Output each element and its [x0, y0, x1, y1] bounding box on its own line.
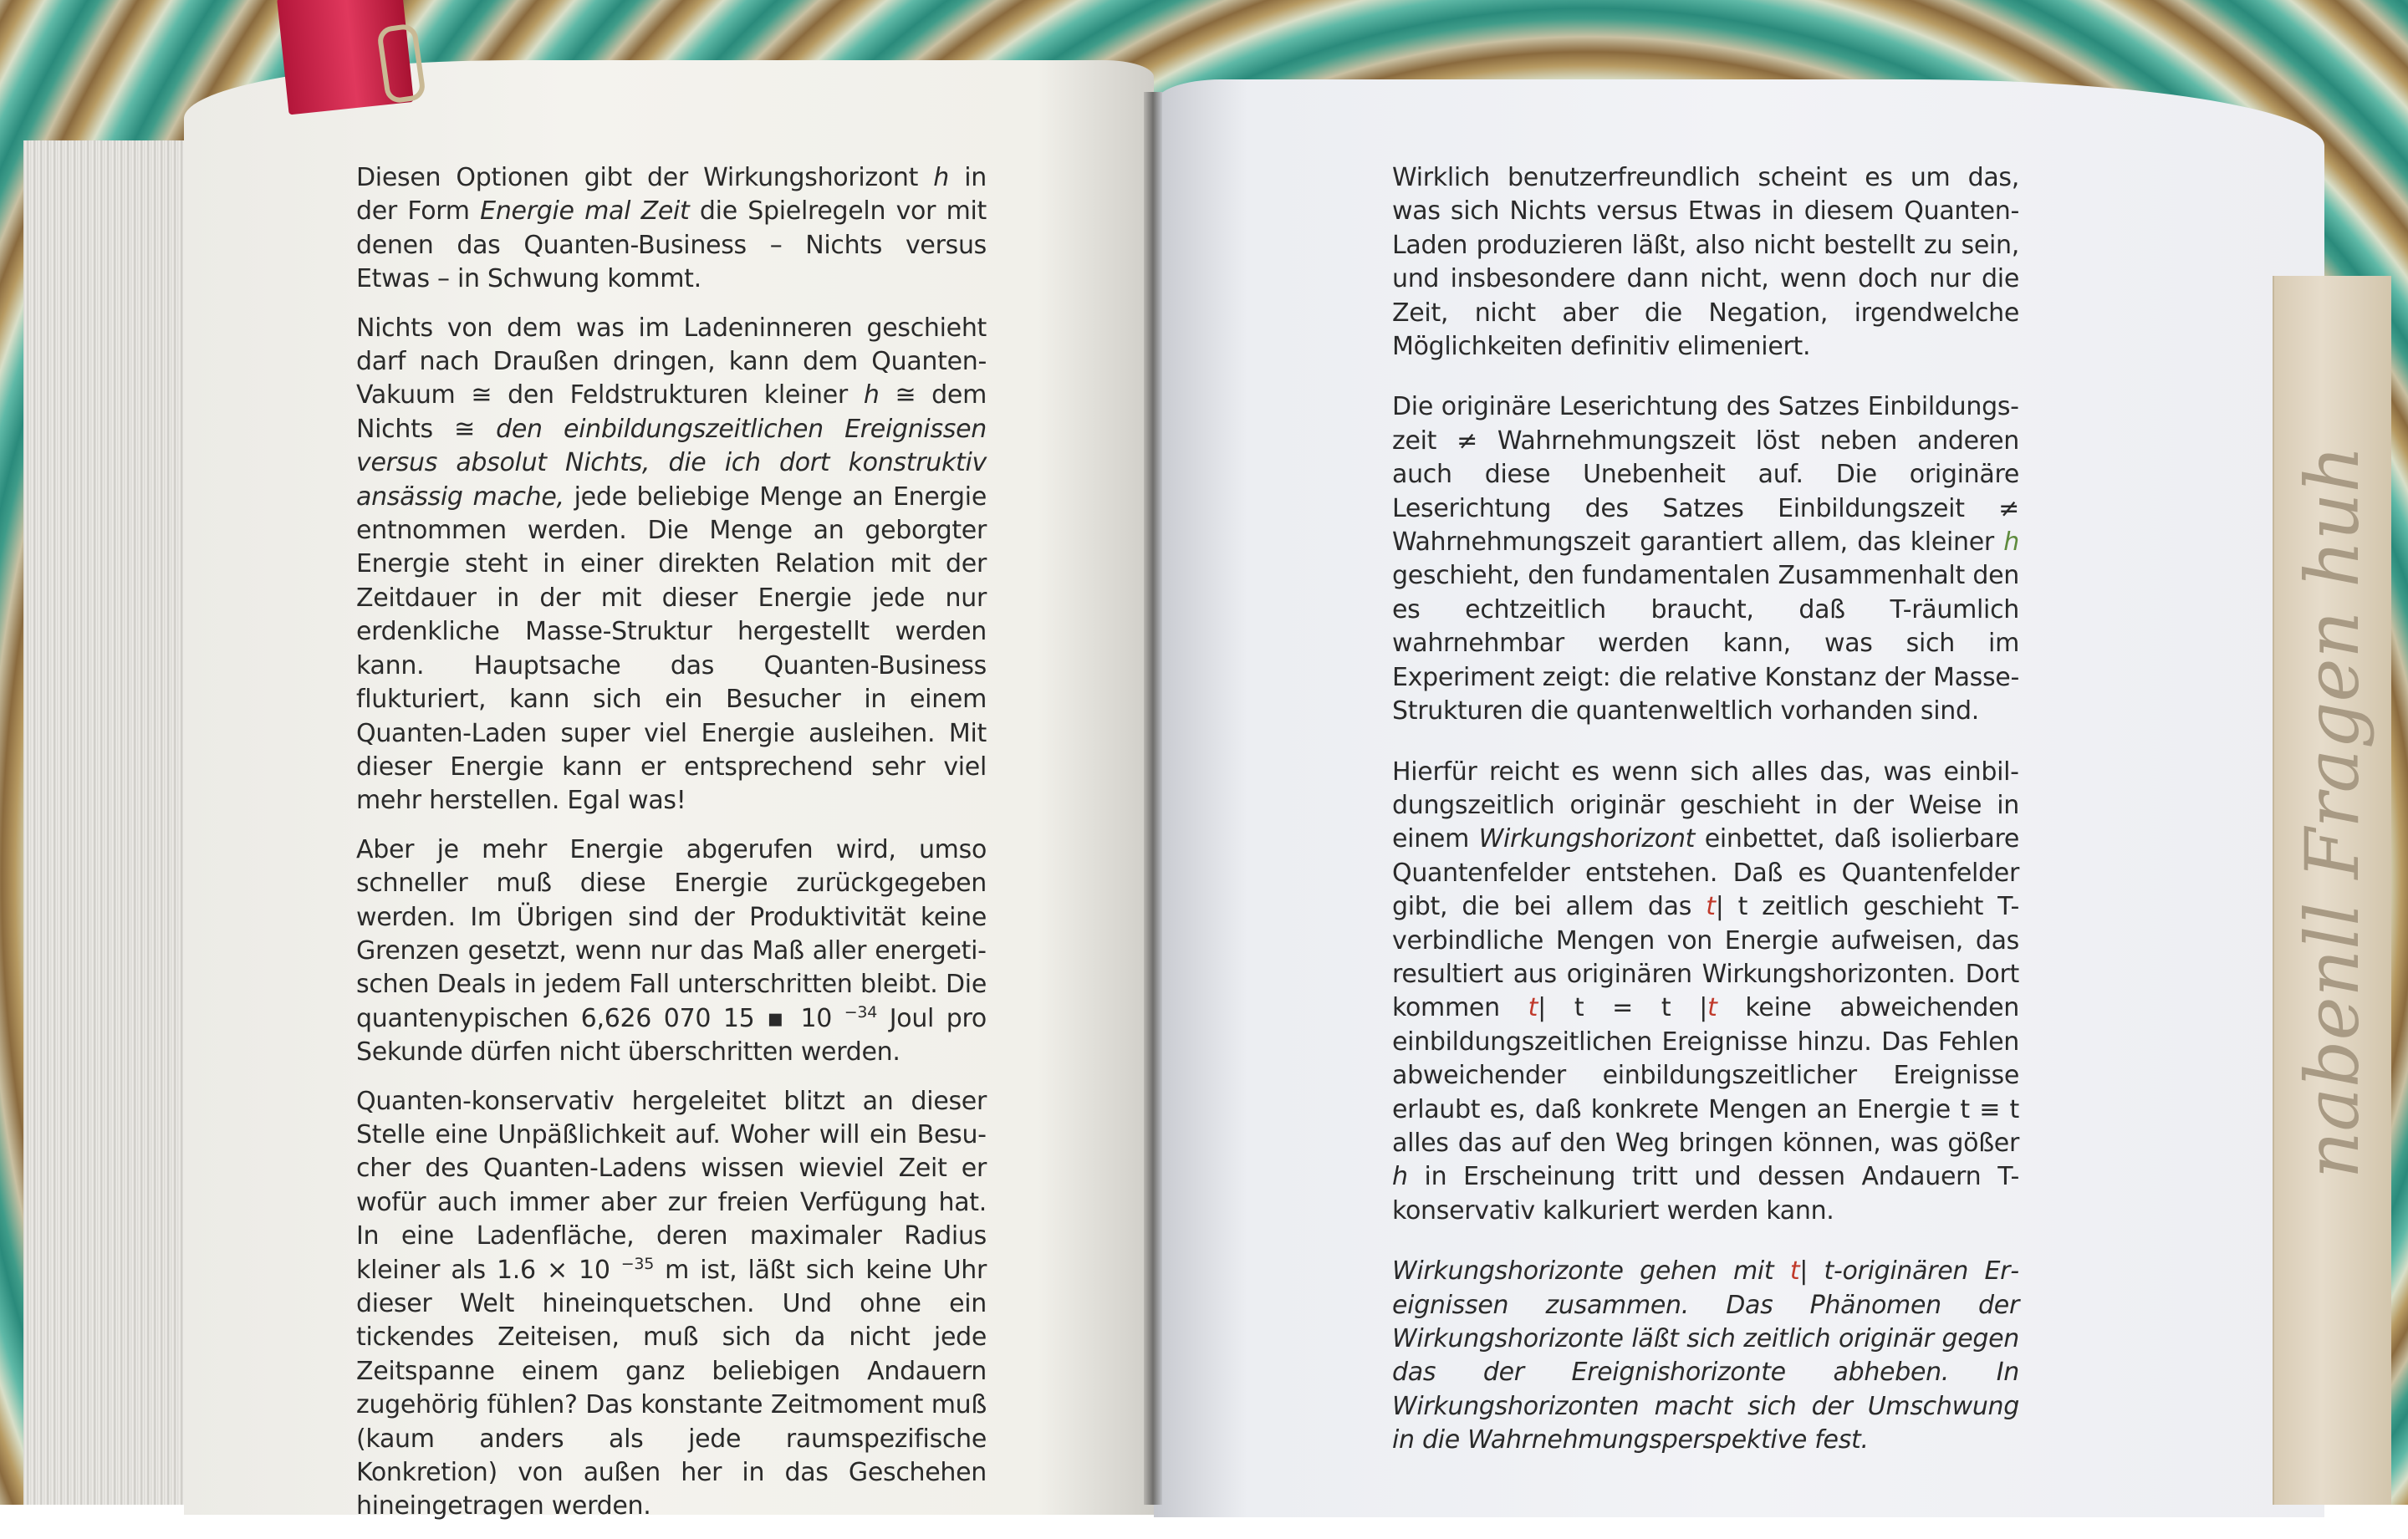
text-run: | t zeitlich geschieht T-verbindliche Mengen von Energie aufweisen, das resultiert aus originären Wirkungshorizonten. Dort kommen [1392, 892, 2019, 1023]
text-run: h [933, 163, 950, 192]
text-run: t [1706, 892, 1716, 922]
text-run: jede beliebige Menge an Energie entnommen werden. Die Menge an geborgter Energie steht in einer direkten Relation mit der Zeitdauer in der mit dieser Energie jede nur erdenkliche Masse-Struktur hergestellt werden kann. Hauptsache das Quanten-Business flukturiert, kann sich ein Besucher in einem Quanten-Laden super viel Energie ausleihen. Mit dieser Energie kann er entsprechend sehr viel mehr herstellen. Egal was! [356, 482, 987, 816]
text-run: t [1707, 993, 1717, 1023]
text-run: h [2003, 527, 2019, 558]
text-run: −35 [620, 1254, 654, 1273]
paragraph [356, 161, 987, 297]
text-run: den einbildungszeitlichen Ereignissen versus absolut Nichts, die ich dort konstruktiv ansässig mache, [356, 414, 987, 512]
text-run: Die originäre Leserichtung des Satzes Einbildungszeit ≠ Wahrnehmungszeit löst neben anderen auch diese Unebenheit auf. Die originäre Leserichtung des Satzes Einbildungszeit ≠ Wahrnehmungszeit garantiert allem, das kleiner [1392, 392, 2019, 558]
text-run: Wirklich benutzerfreundlich scheint es um das, was sich Nichts versus Etwas in diesem Quanten-Laden produzieren läßt, also nicht bestellt zu sein, und insbesondere dann nicht, wenn doch nur die Zeit, nicht aber die Negation, irgendwelche Möglichkeiten definitiv elimeniert. [1392, 163, 2019, 362]
text-run: die Spielregeln vor mit denen das Quanten-Business – Nichts versus Etwas – in Schwung kommt. [356, 196, 987, 294]
text-run: Wirkungshorizonte gehen mit [1392, 1256, 1790, 1287]
text-run: Diesen Optionen gibt der Wirkungshorizont [356, 163, 934, 192]
text-run: in Erscheinung tritt und dessen Andauern T-konservativ kalkuriert werden kann. [1392, 1162, 2019, 1226]
text-run: einbettet, daß isolierbare Quantenfelder entstehen. Daß es Quantenfelder gibt, die bei allem das [1392, 824, 2019, 922]
text-run: −34 [844, 1002, 877, 1022]
text-run: h [1392, 1162, 1408, 1192]
paragraph [1392, 756, 2019, 1229]
text-run: | t = t | [1538, 993, 1708, 1023]
text-run: Nichts von dem was im Ladeninneren geschieht darf nach Draußen dringen, kann dem Quanten-Vakuum ≅ den Feldstrukturen kleiner [356, 313, 987, 410]
book-gutter [1144, 92, 1162, 1505]
text-run: t [1789, 1256, 1800, 1287]
right-page-text [1392, 161, 2019, 1485]
left-page-text [356, 161, 987, 1539]
text-run: Wirkungshorizont [1478, 824, 1696, 854]
text-run: Hierfür reicht es wenn sich alles das, was einbildungszeitlich originär geschieht in der Weise in einem [1392, 757, 2019, 854]
paragraph [1392, 390, 2019, 728]
text-run: Aber je mehr Energie abgerufen wird, umso schneller muß diese Energie zurückgegeben werden. Im Übrigen sind der Produktivität keine Grenzen gesetzt, wenn nur das Maß aller energetischen Deals in jedem Fall unterschritten bleibt. Die quantenypischen 6,626 070 15 ▪ 10 [356, 834, 987, 1033]
paragraph [356, 833, 987, 1070]
paragraph [1392, 1255, 2019, 1457]
text-run: h [863, 380, 880, 410]
paragraph [1392, 161, 2019, 364]
text-run: Quanten-konservativ hergeleitet blitzt an dieser Stelle eine Unpäßlichkeit auf. Woher will ein Besucher des Quanten-Ladens wissen wieviel Zeit er wofür auch immer aber zur freien Verfügung hat. In eine Ladenfläche, deren maximaler Radius kleiner als 1.6 × 10 [356, 1086, 987, 1285]
paragraph [356, 1085, 987, 1524]
text-run: geschieht, den fundamentalen Zusammenhalt den es echtzeitlich braucht, daß T-räumlich wahrnehmbar werden kann, was sich im Experiment zeigt: die relative Konstanz der Masse-Strukturen die quantenweltlich vorhanden sind. [1392, 561, 2019, 726]
handwritten-note: nabenll Fragen huh [2289, 445, 2375, 1179]
text-run: | t-originären Ereignissen zusammen. Das Phänomen der Wirkungshorizonte läßt sich zeitlich originär gegen das der Ereignishorizonte abheben. In Wirkungshorizonten macht sich der Umschwung in die Wahrnehmungsperspektive fest. [1392, 1256, 2020, 1455]
text-run: t [1528, 993, 1538, 1023]
text-run: keine abweichenden einbildungszeitlichen Ereignisse hinzu. Das Fehlen abweichender einbildungszeitlicher Ereignisse erlaubt es, daß konkrete Mengen an Energie t ≡ t alles das auf den Weg bringen können, was gößer [1392, 993, 2020, 1158]
paragraph [356, 312, 987, 818]
text-run: m ist, läßt sich keine Uhr dieser Welt hineinquetschen. Und ohne ein tickendes Zeiteisen, muß sich da nicht jede Zeitspanne einem ganz beliebigen Andauern zugehörig fühlen? Das konstante Zeitmoment muß (kaum anders als jede raumspezifische Konkretion) von außen her in das Geschehen hineingetragen werden. [356, 1255, 987, 1521]
text-run: in der Form [356, 163, 987, 227]
text-run: Joul pro Sekunde dürfen nicht überschritten werden. [356, 1003, 987, 1068]
text-run: Energie mal Zeit [480, 196, 690, 227]
text-run: ≅ dem Nichts ≅ [356, 380, 987, 444]
